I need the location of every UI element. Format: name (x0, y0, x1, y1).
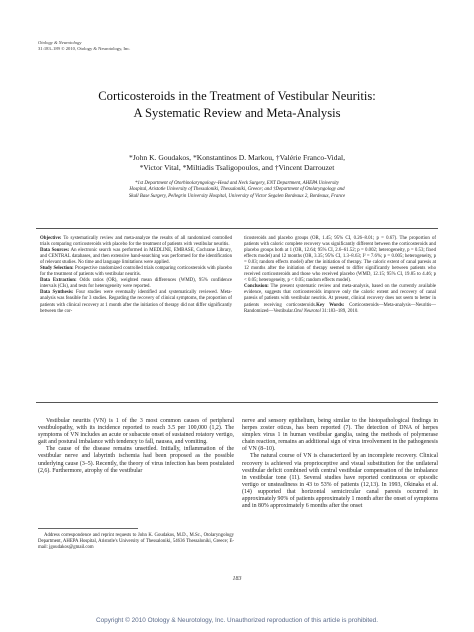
abstract-bottom-rule (36, 402, 438, 403)
body-paragraph: nerve and sensory epithelium, being similar to the histopathological findings in herpes zoster oticus, has been reported (7). The detection of DNA of herpes simplex virus 1 in human vestibular ganglia, using the methods of polymerase chain reaction, remains an additional sign of virus involvement in the pathogenesis of VN (8–10). (242, 418, 438, 453)
abstract-results-continued: ticosteroids and placebo groups (OR, 1.45; 95% CI, 0.26–8.01; p = 0.67). The proportion of patients with caloric complete recovery was significantly different between the corticosteroids and placebo groups both at 1 (OR, 12.64; 95% CI, 2.6–61.52; p = 0.002; heterogeneity, p = 0.53; fixed effects model) and 12 months (OR, 3.35; 95% CI, 1.3–8.63; I² = 7.6%; p = 0.005; heterogeneity, p = 0.03; random effects model) after the initiation of therapy. The caloric extent of canal paresis at 12 months after the initiation of therapy seemed to differ significantly between patients who received corticosteroids and those who received placebo (WMD, 12.15; 95% CI, 19.85 to 4.46; p < 0.05; heterogeneity, p < 0.05; random effects model). (244, 236, 436, 284)
journal-header (38, 40, 130, 52)
body-paragraph: Vestibular neuritis (VN) is 1 of the 3 most common causes of peripheral vestibulopathy, with its incidence reported to reach 3.5 per 100,000 (1,2). The symptoms of VN includes an acute or subacute onset of sustained rotatory vertigo, gait and postural imbalance with tendency to fall, nausea, and vomiting. (38, 418, 234, 446)
abstract-objective (40, 236, 232, 248)
data-sources-label: Data Sources: (40, 248, 70, 254)
abstract-right-column (244, 236, 436, 315)
abstract-conclusion (244, 284, 436, 314)
abstract-data-sources (40, 248, 232, 266)
abstract-left-column (40, 236, 232, 315)
affiliation-line-3: Skull Base Surgery, Pellegrin University Hospital, University of Victor Segalen Bordeaux 2, Bordeaux, France (128, 193, 346, 199)
affiliation-line-2: Hospital, Aristotle University of Thessaloniki, Thessaloniki, Greece; and †Department of Otolaryngology and (129, 187, 345, 193)
journal-volume-pages: 31:183–189, 2010. (320, 308, 359, 314)
body-paragraph: The cause of the disease remains unsettled. Initially, inflammation of the vestibular nerve and labyrinth ischemia had been proposed as the possible underlying cause (3–5). Recently, the theory of virus infection has been postulated (2,6). Furthermore, atrophy of the vestibular (38, 446, 234, 474)
data-synthesis-label: Data Synthesis: (40, 290, 74, 296)
objective-label: Objective: (40, 236, 62, 241)
title-line-1: Corticosteroids in the Treatment of Vestibular Neuritis: (98, 89, 376, 103)
study-selection-text: Prospective randomized controlled trials comparing corticosteroids with placebo for the treatment of patients with vestibular neuritis. (40, 266, 233, 278)
affiliations (60, 181, 414, 200)
keywords-label: Key Words: (316, 302, 345, 308)
objective-text: To systematically review and meta-analyze the results of all randomized controlled trials comparing corticosteroids with placebo for the treatment of patients with vestibular neuritis. (40, 236, 232, 248)
data-extraction-text: Odds ratios (OR), weighted mean differences (WMD), 95% confidence intervals (CIs), and tests for heterogeneity were reported. (40, 278, 232, 290)
journal-name: Otology & Neurotology (38, 40, 82, 45)
keywords-text: Corticosteroids—Meta-analysis—Neuritis—Randomized—Vestibular. (244, 302, 436, 314)
abstract-data-synthesis (40, 290, 232, 314)
page-number: 183 (232, 576, 242, 582)
address-text: Address correspondence and reprint requests to John K. Goudakos, M.D., M.Sc., Otolaryngology Department, AHEPA Hospital, Aristotle's University of Thessaloniki, 54636 Thessaloniki, Greece; E-mail: jgoudakos@gmail.com (38, 533, 234, 550)
data-extraction-label: Data Extraction: (40, 278, 77, 284)
study-selection-label: Study Selection: (40, 266, 74, 272)
copyright-notice: Copyright © 2010 Otology & Neurotology, Inc. Unauthorized reproduction of this article is prohibited. (95, 617, 379, 624)
authors-line-2: *Victor Vital, *Miltiadis Tsaligopoulos, and †Vincent Darrouzet (139, 163, 335, 172)
title-line-2: A Systematic Review and Meta-Analysis (133, 106, 341, 120)
journal-abbrev: Otol Neurotol (293, 308, 321, 314)
conclusion-label: Conclusion: (244, 284, 269, 290)
conclusion-text: The present systematic review and meta-analysis, based on the currently available evidence, suggests that corticosteroids improve only the caloric extent and recovery of canal paresis of patients with vestibular neuritis. At present, clinical recovery does not seem to better in patients receiving corticosteroids. (244, 284, 436, 308)
article-title (0, 88, 474, 122)
abstract-study-selection (40, 266, 232, 278)
footnote-rule (38, 528, 138, 529)
abstract-data-extraction (40, 278, 232, 290)
journal-citation: 31:183–189 © 2010, Otology & Neurotology, Inc. (38, 46, 131, 51)
data-synthesis-text: Four studies were eventually identified and systematically reviewed. Meta-analysis was feasible for 3 studies. Regarding the recovery of clinical symptoms, the proportion of patients with clinical recovery at 1 month after the initiation of therapy did not differ significantly between the cor- (40, 290, 232, 314)
author-list (0, 153, 474, 173)
data-sources-text: An electronic search was performed in MEDLINE, EMBASE, Cochrane Library, and CENTRAL databases, and then extensive hand-searching was performed for the identification of relevant studies. No time and language limitations were applied. (40, 248, 232, 266)
body-left-column (38, 418, 234, 475)
affiliation-line-1: *1st Department of Otorhinolaryngology–Head and Neck Surgery, ENT Department, AHEPA University (135, 181, 339, 186)
abstract-top-rule (36, 228, 438, 229)
body-right-column (242, 418, 438, 510)
correspondence-address (38, 533, 234, 551)
authors-line-1: *John K. Goudakos, *Konstantinos D. Markou, †Valérie Franco-Vidal, (129, 153, 345, 162)
body-paragraph: The natural course of VN is characterized by an incomplete recovery. Clinical recovery is achieved via proprioceptive and visual substitution for the unilateral vestibular deficit combined with central vestibular compensation of the imbalance in vestibular tone (11). Several studies have reported continuous or episodic vertigo or unsteadiness in 43 to 53% of patients (12,13). In 1993, Okinaka et al. (14) supported that horizontal semicircular canal paresis occurred in approximately 90% of patients approximately 1 month after the onset of symptoms and in 80% approximately 6 months after the onset (242, 453, 438, 510)
